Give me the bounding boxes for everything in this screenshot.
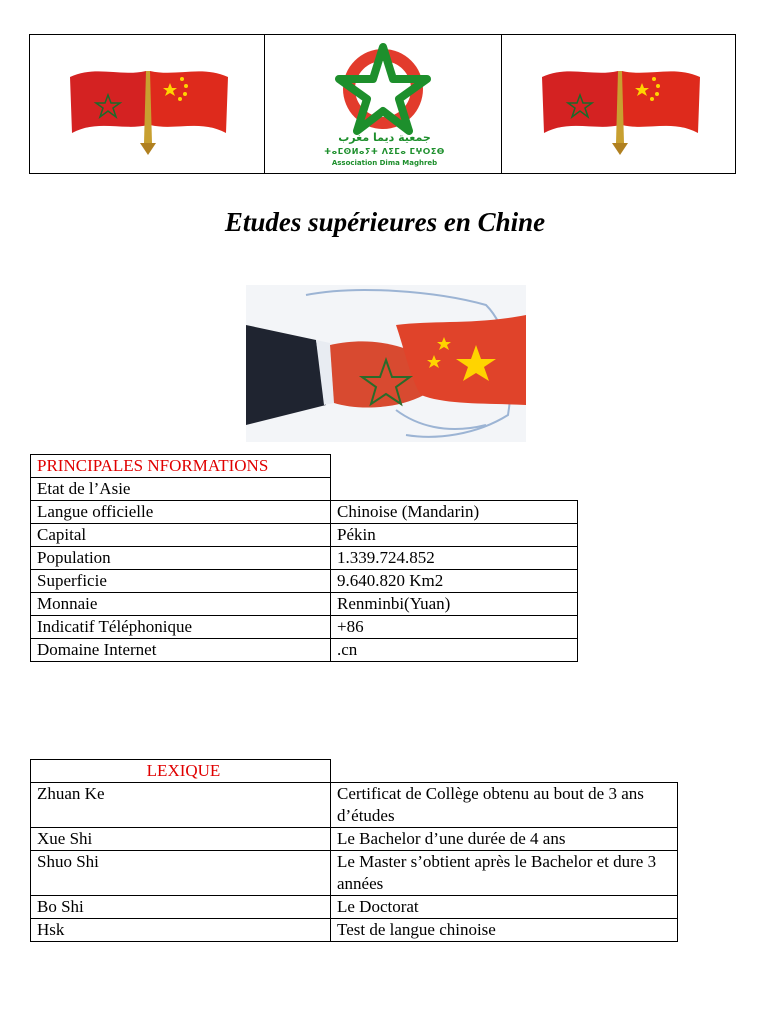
table-row — [31, 828, 678, 851]
morocco-china-flag-pin-icon — [66, 47, 232, 157]
table-row — [31, 547, 578, 570]
lexique-definition: Le Doctorat — [331, 896, 678, 919]
info-label: Indicatif Téléphonique — [31, 616, 331, 639]
info-label: Population — [31, 547, 331, 570]
info-value: Pékin — [331, 524, 578, 547]
info-table-subheading: Etat de l’Asie — [31, 478, 331, 501]
lexique-term: Shuo Shi — [31, 851, 331, 896]
info-label: Capital — [31, 524, 331, 547]
table-row — [31, 896, 678, 919]
info-value: .cn — [331, 639, 578, 662]
lexique-term: Hsk — [31, 919, 331, 942]
info-table-heading: PRINCIPALES NFORMATIONS — [31, 455, 331, 478]
info-label: Langue officielle — [31, 501, 331, 524]
table-row — [31, 501, 578, 524]
info-label: Monnaie — [31, 593, 331, 616]
header-banner — [29, 34, 736, 174]
lexique-definition: Test de langue chinoise — [331, 919, 678, 942]
flag-cell-right — [502, 35, 736, 173]
lexique-heading: LEXIQUE — [31, 760, 331, 783]
lexique-definition: Certificat de Collège obtenu au bout de 3 ans d’études — [331, 783, 678, 828]
table-row — [31, 593, 578, 616]
lexique-term: Zhuan Ke — [31, 783, 331, 828]
table-row — [31, 851, 678, 896]
page-title: Etudes supérieures en Chine — [224, 207, 546, 237]
logo-arabic-name: جمعية ديما مغرب — [338, 131, 431, 144]
info-value: +86 — [331, 616, 578, 639]
table-row — [31, 919, 678, 942]
lexique-definition: Le Bachelor d’une durée de 4 ans — [331, 828, 678, 851]
table-row — [31, 570, 578, 593]
info-label: Superficie — [31, 570, 331, 593]
info-value: Renminbi(Yuan) — [331, 593, 578, 616]
logo-english-name: Association Dima Maghreb — [331, 159, 438, 167]
flag-cell-left — [30, 35, 265, 173]
info-label: Domaine Internet — [31, 639, 331, 662]
table-row — [31, 524, 578, 547]
morocco-china-flag-pin-icon — [538, 47, 704, 157]
table-row — [31, 639, 578, 662]
info-value: 1.339.724.852 — [331, 547, 578, 570]
dima-maghreb-logo-icon — [335, 41, 431, 137]
table-row — [31, 616, 578, 639]
info-value: Chinoise (Mandarin) — [331, 501, 578, 524]
info-value: 9.640.820 Km2 — [331, 570, 578, 593]
logo-cell — [265, 35, 502, 173]
table-row — [31, 783, 678, 828]
logo-tifinagh-name: ⵜⴰⵎⵙⵍⴰⵢⵜ ⴷⵉⵎⴰ ⵎⵖⵔⵉⴱ — [324, 147, 445, 156]
lexique-definition: Le Master s’obtient après le Bachelor et dure 3 années — [331, 851, 678, 896]
lexique-table — [30, 759, 678, 942]
lexique-term: Bo Shi — [31, 896, 331, 919]
info-table — [30, 454, 578, 662]
lexique-term: Xue Shi — [31, 828, 331, 851]
handshake-morocco-china-icon — [246, 285, 526, 442]
